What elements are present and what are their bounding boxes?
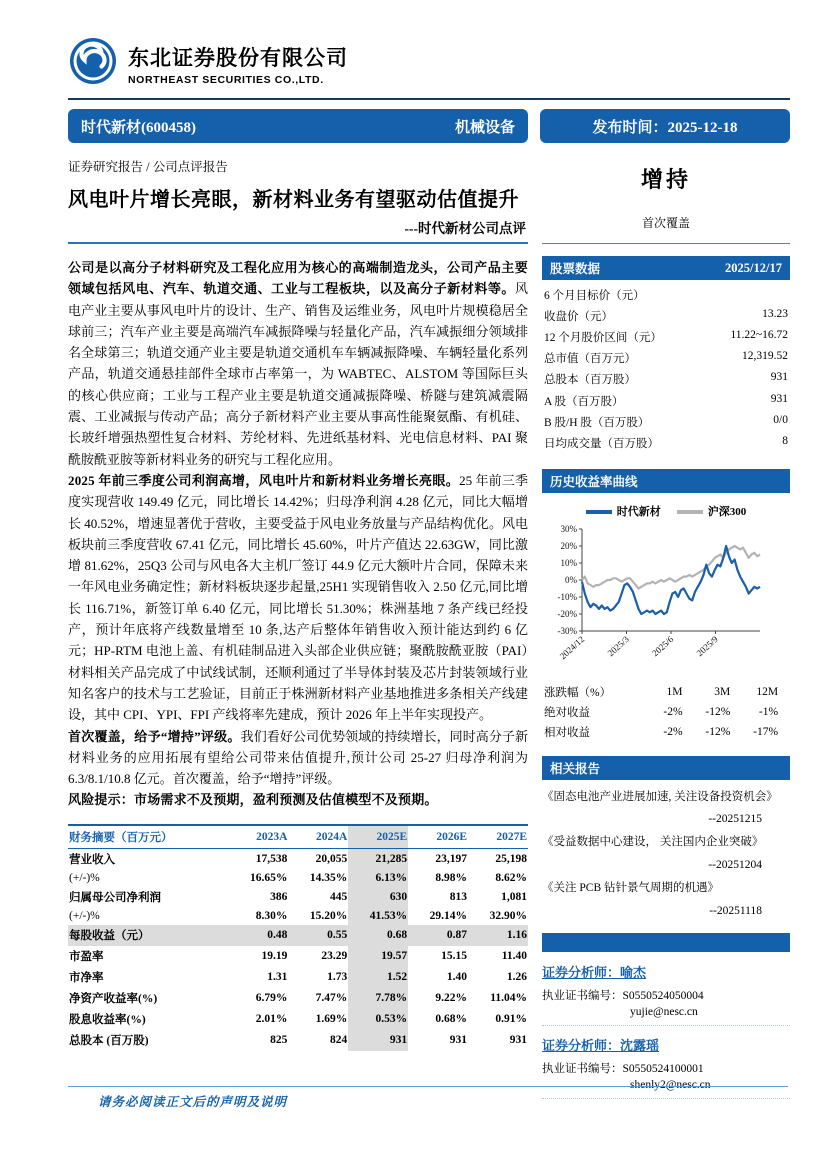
financial-col-header: 2023A xyxy=(228,825,288,849)
stock-data-rows xyxy=(542,284,790,454)
stock-data-value: 12,319.52 xyxy=(742,350,788,363)
financial-row xyxy=(68,908,528,925)
stock-data-value: 931 xyxy=(770,371,788,384)
related-report-date: --20251204 xyxy=(708,859,762,872)
company-name-en: NORTHEAST SECURITIES CO.,LTD. xyxy=(128,73,324,86)
performance-col-header: 3M xyxy=(714,685,731,698)
footer-rule xyxy=(68,1086,788,1087)
analyst-block xyxy=(542,962,790,1026)
page-footer xyxy=(68,1086,788,1110)
series-line-1 xyxy=(582,546,760,589)
financial-cell: 0.68 xyxy=(348,925,408,946)
performance-row xyxy=(544,702,782,722)
performance-cell: -12% xyxy=(705,725,731,738)
financial-row-label: 每股收益（元） xyxy=(68,925,228,946)
financial-row xyxy=(68,946,528,967)
stock-data-label: 12 个月股价区间（元） xyxy=(544,331,662,344)
paragraph-2: 2025 年前三季度公司利润高增，风电叶片和新材料业务增长亮眼。25 年前三季度实现营收 149.49 亿元，同比增长 14.42%；归母净利润 4.28 亿元，同比大幅增长 40.52%，增速显著优于营收，主要受益于风电业务放量与产品结构优化。风电板块前三季度营收 67.41 亿元，同比增长 45.60%，叶片产值达 22.63GW，同比激增 81.62%，25Q3 公司与风电各大主机厂签订 44.9 亿元大额叶片合同，保障未来一年风电业务确定性；新材料板块逐步起量,25H1 实现销售收入 2.50 亿元,同比增长 116.71%，新签订单 6.40 亿元，同比增长 51.30%；株洲基地 7 条产线已经投产，预计年底将产线数量增至 10 条,达产后整体年销售收入预计能达到约 6 亿元；HP-RTM 电池上盖、有机硅制品进入头部企业供应链；聚酰胺酰亚胺（PAI）材料相关产品完成了中试线试制，还顺利通过了半导体封装及芯片封装领域行业知名客户的技术与工艺验证，目前正于株洲新材料产业基地推进多条相关产线建设，其中 CPI、YPI、FPI 产线将率先建成，预计 2026 年上半年实现投产。 xyxy=(68,472,528,723)
financial-cell: 19.19 xyxy=(261,950,288,963)
legend-label: 时代新材 xyxy=(616,505,661,518)
paragraph-3-lead: 首次覆盖，给予“增持”评级。 xyxy=(68,728,241,744)
performance-col-header: 1M xyxy=(666,685,683,698)
y-tick-label: -20% xyxy=(557,608,577,619)
report-title: 风电叶片增长亮眼，新材料业务有望驱动估值提升 xyxy=(68,189,519,211)
stock-data-row xyxy=(542,284,790,305)
financial-cell: 20,055 xyxy=(315,853,348,866)
financial-row xyxy=(68,967,528,988)
financial-row xyxy=(68,988,528,1009)
financial-row-label: 总股本 (百万股) xyxy=(69,1035,149,1048)
financial-cell: 8.30% xyxy=(255,910,288,923)
stock-data-label: 总市值（百万元） xyxy=(544,353,636,366)
performance-cell: -17% xyxy=(753,725,779,738)
financial-cell: 931 xyxy=(509,1034,527,1047)
stock-data-value: 0/0 xyxy=(773,413,788,426)
financial-cell: 931 xyxy=(449,1034,468,1047)
financial-cell: 386 xyxy=(270,891,288,904)
financial-col-header: 2025E xyxy=(348,825,408,849)
financial-cell: 825 xyxy=(270,1034,288,1047)
financial-cell: 11.04% xyxy=(490,992,527,1005)
stock-data-label: A 股（百万股） xyxy=(544,395,624,408)
legend-swatch-icon xyxy=(586,510,612,514)
stock-data-row xyxy=(542,369,790,390)
performance-col-header: 12M xyxy=(756,685,779,698)
financial-row-label: 市净率 xyxy=(69,972,104,985)
financial-cell: 824 xyxy=(330,1034,348,1047)
performance-cell: -12% xyxy=(705,705,731,718)
sidebar-divider xyxy=(542,243,790,244)
financial-row-label: 归属母公司净利润 xyxy=(69,892,161,905)
financial-row xyxy=(68,870,528,887)
return-line-chart xyxy=(542,519,790,676)
financial-cell: 7.47% xyxy=(315,992,348,1005)
performance-cell: -2% xyxy=(663,725,683,738)
financial-cell: 14.35% xyxy=(309,872,348,885)
y-tick-label: 0% xyxy=(565,574,577,585)
return-chart-section xyxy=(542,469,790,742)
financial-cell: 15.20% xyxy=(309,910,348,923)
publish-date: 发布时间：2025-12-18 xyxy=(592,119,738,136)
analysts-section xyxy=(542,933,790,1099)
financial-header-row xyxy=(68,825,528,849)
analyst-name: 证券分析师：喻杰 xyxy=(542,964,647,980)
financial-cell: 7.78% xyxy=(348,988,408,1009)
stock-data-value: 13.23 xyxy=(762,307,788,320)
performance-row xyxy=(544,722,782,742)
paragraph-4-lead: 风险提示：市场需求不及预期，盈利预测及估值模型不及预期。 xyxy=(68,792,438,808)
industry-tag: 机械设备 xyxy=(454,119,515,136)
financial-cell: 29.14% xyxy=(429,910,468,923)
financial-cell: 23.29 xyxy=(321,950,348,963)
financial-row xyxy=(68,925,528,946)
financial-cell: 931 xyxy=(348,1030,408,1051)
coverage-label: 首次覆盖 xyxy=(641,216,690,230)
stock-data-row xyxy=(542,432,790,453)
performance-table xyxy=(544,682,782,742)
sidebar xyxy=(542,151,790,1108)
stock-data-value: 11.22~16.72 xyxy=(730,328,788,341)
stock-data-row xyxy=(542,411,790,432)
financial-row xyxy=(68,887,528,908)
financial-row xyxy=(68,848,528,870)
financial-cell: 41.53% xyxy=(348,908,408,925)
x-tick-label: 2025/3 xyxy=(605,633,631,658)
financial-cell: 6.13% xyxy=(348,870,408,887)
stock-data-row xyxy=(542,305,790,326)
financial-cell: 9.22% xyxy=(435,992,468,1005)
financial-col-header: 2026E xyxy=(408,825,468,849)
analyst-license: 执业证书编号：S0550524100001 xyxy=(542,1062,704,1075)
stock-data-row xyxy=(542,348,790,369)
footer-disclaimer: 请务必阅读正文后的声明及说明 xyxy=(98,1095,288,1109)
performance-header-row xyxy=(544,682,782,702)
related-reports-header xyxy=(542,756,790,780)
financial-cell: 445 xyxy=(330,891,348,904)
financial-row-label: 净资产收益率(%) xyxy=(69,993,158,1006)
chart-svg xyxy=(542,519,782,671)
paragraph-2-lead: 2025 年前三季度公司利润高增，风电叶片和新材料业务增长亮眼。 xyxy=(68,472,460,488)
financial-row-label: (+/-)% xyxy=(69,872,100,885)
financial-cell: 1.16 xyxy=(468,925,528,946)
related-report-title: 《受益数据中心建设， 关注国内企业突破》 xyxy=(542,836,764,849)
financial-row-label: 股息收益率(%) xyxy=(69,1014,146,1027)
financial-cell: 8.98% xyxy=(435,872,468,885)
financial-col-header: 2024A xyxy=(288,825,348,849)
related-report-item xyxy=(542,880,790,917)
financial-cell: 0.55 xyxy=(288,925,348,946)
financial-cell: 0.53% xyxy=(348,1009,408,1030)
financial-cell: 630 xyxy=(348,887,408,908)
related-report-title: 《关注 PCB 钻针景气周期的机遇》 xyxy=(542,882,719,895)
financial-summary-table xyxy=(68,824,528,1051)
publish-date-bar xyxy=(540,109,790,143)
analyst-license: 执业证书编号：S0550524050004 xyxy=(542,989,704,1002)
stock-data-label: B 股/H 股（百万股） xyxy=(544,416,650,429)
header-rule xyxy=(68,98,790,100)
chart-legend xyxy=(542,503,790,519)
financial-cell: 1.31 xyxy=(267,971,288,984)
financial-cell: 0.91% xyxy=(495,1013,527,1026)
y-tick-label: 30% xyxy=(560,523,577,534)
paragraph-4 xyxy=(68,789,528,810)
stock-data-row xyxy=(542,326,790,347)
x-tick-label: 2025/9 xyxy=(694,633,720,658)
related-report-date: --20251118 xyxy=(709,904,762,917)
performance-col-header: 涨跌幅（%） xyxy=(544,686,612,699)
financial-cell: 1.26 xyxy=(506,971,527,984)
paragraph-1-lead: 公司是以高分子材料研究及工程化应用为核心的高端制造龙头，公司产品主要领域包括风电、汽车、轨道交通、工业与工程板块，以及高分子新材料等。 xyxy=(68,260,528,297)
financial-cell: 23,197 xyxy=(435,853,468,866)
stock-data-value: 931 xyxy=(770,392,788,405)
financial-cell: 813 xyxy=(449,891,468,904)
financial-cell: 16.65% xyxy=(250,872,288,885)
report-type-line: 证券研究报告 / 公司点评报告 xyxy=(68,160,228,174)
related-reports-section xyxy=(542,756,790,917)
financial-cell: 1.52 xyxy=(348,967,408,988)
financial-cell: 25,198 xyxy=(495,853,527,866)
financial-cell: 2.01% xyxy=(255,1013,288,1026)
y-tick-label: -30% xyxy=(557,625,577,636)
legend-item xyxy=(677,503,747,519)
related-reports-title: 相关报告 xyxy=(550,761,601,776)
y-tick-label: -10% xyxy=(557,591,577,602)
performance-cell: -2% xyxy=(663,705,683,718)
financial-row-label: (+/-)% xyxy=(69,910,100,923)
financial-cell: 1.40 xyxy=(446,971,468,984)
financial-row xyxy=(68,1030,528,1051)
stock-data-title: 股票数据 xyxy=(550,262,601,276)
related-reports-list xyxy=(542,789,790,917)
financial-row-label: 营业收入 xyxy=(69,854,115,867)
performance-row-label: 绝对收益 xyxy=(544,706,590,719)
title-divider xyxy=(68,242,528,244)
legend-item xyxy=(586,503,661,519)
analysts-list xyxy=(542,962,790,1099)
paragraph-3: 首次覆盖，给予“增持”评级。我们看好公司优势领域的持续增长，同时高分子新材料业务的应用拓展有望给公司带来估值提升,预计公司 25-27 归母净利润为 6.3/8.1/10.8 亿元。首次覆盖，给予“增持”评级。 xyxy=(68,728,528,787)
y-tick-label: 20% xyxy=(560,540,577,551)
x-tick-label: 2025/6 xyxy=(650,633,676,658)
stock-data-section xyxy=(542,256,790,454)
company-name-cn: 东北证券股份有限公司 xyxy=(128,46,348,70)
stock-data-date: 2025/12/17 xyxy=(725,260,782,275)
legend-label: 沪深300 xyxy=(707,505,747,518)
stock-title-bar xyxy=(68,109,528,143)
financial-cell: 0.68% xyxy=(435,1013,468,1026)
financial-col-header: 财务摘要（百万元） xyxy=(68,825,228,849)
financial-row xyxy=(68,1009,528,1030)
stock-name: 时代新材(600458) xyxy=(81,119,196,136)
financial-cell: 8.62% xyxy=(495,872,527,885)
stock-data-label: 收盘价（元） xyxy=(544,310,613,323)
report-body xyxy=(68,257,528,811)
related-report-item xyxy=(542,789,790,826)
paragraph-1: 公司是以高分子材料研究及工程化应用为核心的高端制造龙头，公司产品主要领域包括风电、汽车、轨道交通、工业与工程板块，以及高分子新材料等。风电产业主要从事风电叶片的设计、生产、销售及运维业务，风电叶片规模稳居全球前三；汽车产业主要是高端汽车减振降噪与轻量化产品，汽车减振细分领域排名全球第三；轨道交通产业主要是轨道交通机车车辆减振降噪、车辆轻量化系列产品，轨道交通悬挂部件全球市占率第一，为 WABTEC、ALSTOM 等国际巨头的核心供应商；工业与工程产业主要是轨道交通减振降噪、桥隧与建筑减震隔震、工业减振与传动产品；高分子新材料产业主要从事高性能聚氨酯、有机硅、长玻纤增强热塑性复合材料、芳纶材料、先进纸基材料、光电信息材料、PAI 聚酰胺酰亚胺等新材料业务的研究与工程化应用。 xyxy=(68,260,528,467)
company-logo-icon xyxy=(68,36,118,91)
related-report-title: 《固态电池产业进展加速, 关注设备投资机会》 xyxy=(542,790,778,803)
legend-swatch-icon xyxy=(677,510,703,514)
related-report-date: --20251215 xyxy=(708,813,762,826)
financial-cell: 0.48 xyxy=(228,925,288,946)
stock-data-label: 日均成交量（百万股） xyxy=(544,437,659,450)
rating-badge: 增持 xyxy=(640,167,691,192)
financial-row-label: 市盈率 xyxy=(69,951,104,964)
related-report-item xyxy=(542,834,790,871)
analyst-email: shenly2@nesc.cn xyxy=(630,1078,711,1091)
y-tick-label: 10% xyxy=(560,557,577,568)
performance-cell: -1% xyxy=(758,705,779,718)
performance-row-label: 相对收益 xyxy=(544,726,590,739)
chart-title: 历史收益率曲线 xyxy=(550,474,638,489)
analyst-name: 证券分析师：沈露瑶 xyxy=(542,1037,660,1053)
analysts-header-bar xyxy=(542,933,790,952)
main-column xyxy=(68,151,528,1108)
financial-cell: 1.73 xyxy=(327,971,348,984)
financial-cell: 17,538 xyxy=(255,853,288,866)
stock-data-value: 8 xyxy=(782,434,788,447)
financial-cell: 21,285 xyxy=(348,848,408,870)
financial-cell: 1.69% xyxy=(315,1013,348,1026)
stock-data-row xyxy=(542,390,790,411)
stock-data-header xyxy=(542,256,790,280)
financial-cell: 1,081 xyxy=(501,891,527,904)
financial-cell: 19.57 xyxy=(348,946,408,967)
stock-data-label: 6 个月目标价（元） xyxy=(544,289,645,302)
x-tick-label: 2024/12 xyxy=(557,633,587,661)
financial-cell: 6.79% xyxy=(255,992,288,1005)
analyst-email: yujie@nesc.cn xyxy=(630,1005,698,1018)
brand-header xyxy=(68,36,790,100)
stock-data-label: 总股本（百万股） xyxy=(544,374,636,387)
financial-col-header: 2027E xyxy=(468,825,528,849)
report-subtitle: ---时代新材公司点评 xyxy=(404,221,526,236)
financial-cell: 15.15 xyxy=(441,950,468,963)
financial-cell: 32.90% xyxy=(489,910,527,923)
financial-cell: 11.40 xyxy=(501,950,527,963)
chart-header xyxy=(542,469,790,493)
financial-cell: 0.87 xyxy=(408,925,468,946)
